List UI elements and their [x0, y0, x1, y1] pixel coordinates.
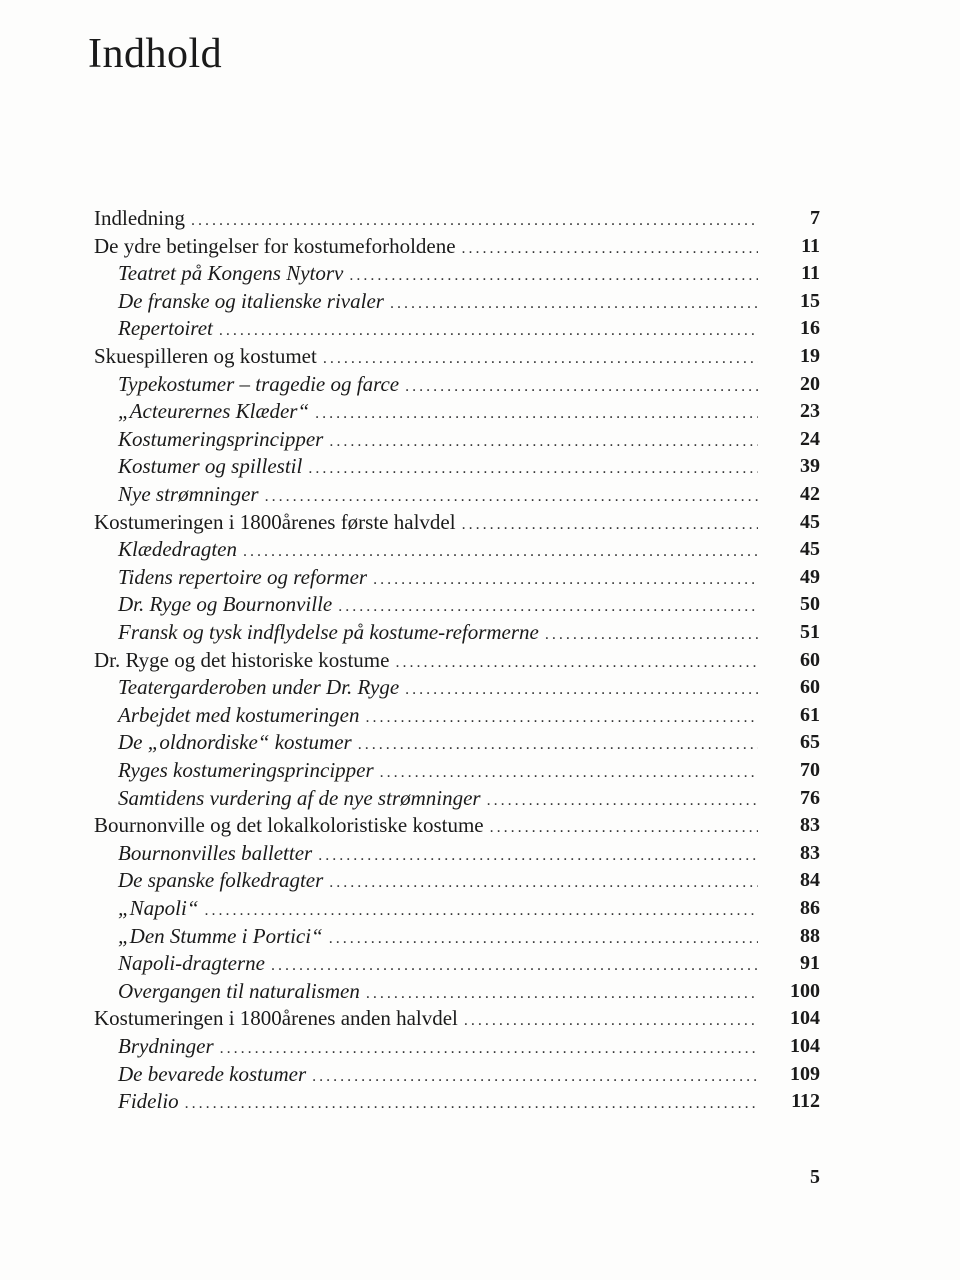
toc-entry: [118, 287, 758, 315]
toc-entry-page-number: 60: [800, 649, 820, 671]
toc-entry-label: Arbejdet med kostumeringen: [118, 703, 360, 727]
toc-entry-label: Bournonville og det lokalkoloristiske kostume: [94, 813, 484, 837]
toc-entry: [118, 866, 758, 894]
dot-leader: [205, 897, 758, 925]
toc-entry: [118, 618, 758, 646]
toc-entry-label: Fransk og tysk indflydelse på kostume-reformerne: [118, 620, 539, 644]
toc-entry: [118, 480, 758, 508]
toc-entry: [118, 590, 758, 618]
toc-entry-page-number: 86: [800, 897, 820, 919]
toc-entry-label: Repertoiret: [118, 316, 213, 340]
toc-entry-label: „Napoli“: [118, 896, 199, 920]
toc-entry-page-number: 100: [790, 980, 820, 1002]
dot-leader: [545, 621, 758, 649]
toc-entry-label: De franske og italienske rivaler: [118, 289, 384, 313]
toc-entry-label: Ryges kostumeringsprincipper: [118, 758, 374, 782]
toc-entry-page-number: 83: [800, 814, 820, 836]
toc-entry: [118, 370, 758, 398]
dot-leader: [490, 814, 758, 842]
toc-entry: [118, 397, 758, 425]
toc-entry-label: Samtidens vurdering af de nye strømninger: [118, 786, 481, 810]
toc-entry: [94, 1004, 758, 1032]
toc-entry: [118, 756, 758, 784]
toc-entry-page-number: 24: [800, 428, 820, 450]
toc-entry: [118, 673, 758, 701]
dot-leader: [219, 317, 758, 345]
dot-leader: [380, 759, 758, 787]
dot-leader: [220, 1035, 758, 1063]
toc-entry-page-number: 84: [800, 869, 820, 891]
dot-leader: [308, 455, 758, 483]
toc-entry-label: Napoli-dragterne: [118, 951, 265, 975]
toc-entry-label: „Den Stumme i Portici“: [118, 924, 323, 948]
toc-entry-label: Skuespilleren og kostumet: [94, 344, 317, 368]
toc-entry: [94, 204, 758, 232]
toc-entry: [94, 342, 758, 370]
dot-leader: [349, 262, 758, 290]
toc-entry-page-number: 11: [801, 262, 820, 284]
toc-entry-label: Kostumeringen i 1800årenes anden halvdel: [94, 1006, 458, 1030]
toc-entry-page-number: 109: [790, 1063, 820, 1085]
toc-entry: [94, 646, 758, 674]
toc-entry-page-number: 88: [800, 925, 820, 947]
toc-entry: [118, 535, 758, 563]
toc-entry-label: De „oldnordiske“ kostumer: [118, 730, 352, 754]
toc-entry-page-number: 49: [800, 566, 820, 588]
toc-entry-page-number: 61: [800, 704, 820, 726]
dot-leader: [265, 483, 758, 511]
toc-entry-page-number: 16: [800, 317, 820, 339]
toc-entry: [118, 314, 758, 342]
toc-entry-page-number: 83: [800, 842, 820, 864]
toc-entry-label: Dr. Ryge og Bournonville: [118, 592, 333, 616]
toc-entry: [118, 563, 758, 591]
toc-entry-page-number: 45: [800, 511, 820, 533]
dot-leader: [315, 400, 758, 428]
toc-entry: [118, 839, 758, 867]
toc-entry-label: Nye strømninger: [118, 482, 259, 506]
dot-leader: [191, 207, 758, 235]
toc-entry-page-number: 42: [800, 483, 820, 505]
toc-entry-page-number: 39: [800, 455, 820, 477]
toc-entry-page-number: 15: [800, 290, 820, 312]
toc-entry-label: Dr. Ryge og det historiske kostume: [94, 648, 390, 672]
toc-entry: [118, 922, 758, 950]
toc-entry: [118, 784, 758, 812]
toc-entry-page-number: 91: [800, 952, 820, 974]
toc-entry-label: Kostumeringen i 1800årenes første halvdel: [94, 510, 456, 534]
toc-entry: [118, 425, 758, 453]
toc-entry-label: Teatret på Kongens Nytorv: [118, 261, 344, 285]
toc-entry-page-number: 51: [800, 621, 820, 643]
toc-entry-label: Teatergarderoben under Dr. Ryge: [118, 675, 400, 699]
dot-leader: [405, 676, 758, 704]
toc-entry-page-number: 112: [791, 1090, 820, 1112]
toc-entry: [118, 1032, 758, 1060]
toc-entry-page-number: 45: [800, 538, 820, 560]
dot-leader: [338, 593, 758, 621]
page-title: Indhold: [88, 31, 223, 77]
dot-leader: [185, 1090, 758, 1118]
toc-entry-page-number: 76: [800, 787, 820, 809]
toc-entry-label: Brydninger: [118, 1034, 214, 1058]
toc-entry: [94, 232, 758, 260]
toc-entry: [118, 949, 758, 977]
toc-entry-label: Klædedragten: [118, 537, 237, 561]
toc-entry-label: Tidens repertoire og reformer: [118, 565, 368, 589]
toc-entry-page-number: 60: [800, 676, 820, 698]
dot-leader: [329, 869, 758, 897]
dot-leader: [271, 952, 758, 980]
toc-entry-label: Indledning: [94, 206, 185, 230]
toc-entry-label: Bournonvilles balletter: [118, 841, 313, 865]
toc-entry-label: Fidelio: [118, 1089, 179, 1113]
toc-entry-label: De spanske folkedragter: [118, 868, 324, 892]
toc-entry-page-number: 70: [800, 759, 820, 781]
toc-entry: [118, 977, 758, 1005]
toc-entry-label: Overgangen til naturalismen: [118, 979, 360, 1003]
toc-entry-page-number: 65: [800, 731, 820, 753]
page-number: 5: [810, 1166, 820, 1188]
toc-entry-label: Typekostumer – tragedie og farce: [118, 372, 400, 396]
dot-leader: [464, 1007, 758, 1035]
toc-entry-label: De ydre betingelser for kostumeforholdene: [94, 234, 456, 258]
toc-entry-label: „Acteurernes Klæder“: [118, 399, 310, 423]
toc-entry: [94, 508, 758, 536]
toc-entry: [118, 259, 758, 287]
dot-leader: [358, 731, 758, 759]
toc-entry-page-number: 11: [801, 235, 820, 257]
dot-leader: [243, 538, 758, 566]
toc-entry-page-number: 20: [800, 373, 820, 395]
toc-entry: [118, 701, 758, 729]
toc-entry-page-number: 104: [790, 1007, 820, 1029]
toc-entry: [118, 1060, 758, 1088]
toc-entry-page-number: 19: [800, 345, 820, 367]
toc-entry-page-number: 23: [800, 400, 820, 422]
toc-entry: [118, 728, 758, 756]
toc-entry: [118, 894, 758, 922]
toc-entry-page-number: 7: [810, 207, 820, 229]
toc-entry: [118, 452, 758, 480]
toc-entry-label: De bevarede kostumer: [118, 1062, 307, 1086]
toc-entry-page-number: 104: [790, 1035, 820, 1057]
toc-entry: [94, 811, 758, 839]
toc-entry: [118, 1087, 758, 1115]
toc-entry-label: Kostumeringsprincipper: [118, 427, 324, 451]
dot-leader: [323, 345, 758, 373]
toc-entry-label: Kostumer og spillestil: [118, 454, 303, 478]
toc-entry-page-number: 50: [800, 593, 820, 615]
